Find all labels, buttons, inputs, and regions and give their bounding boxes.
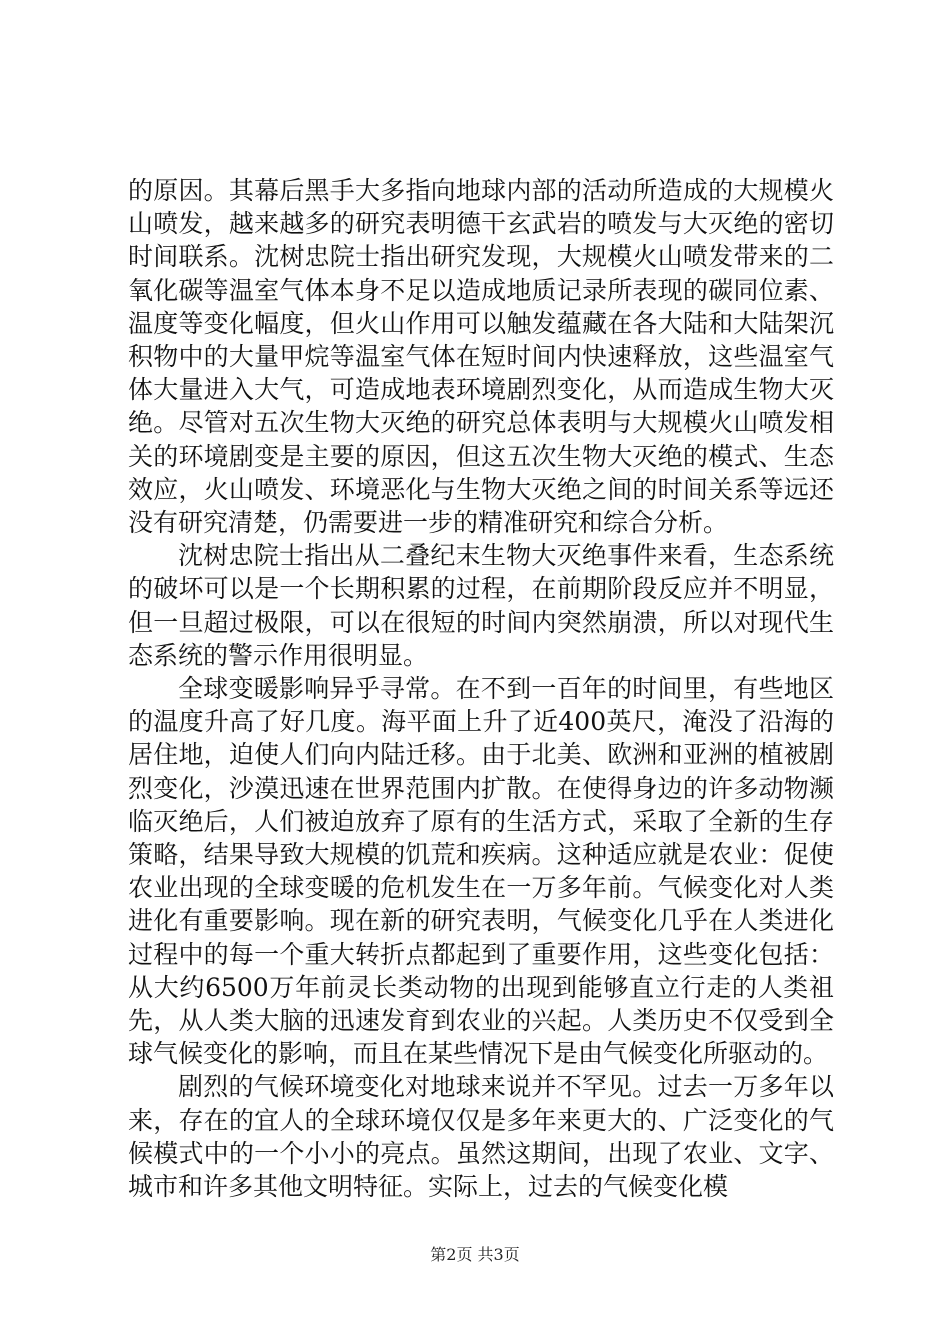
paragraph-3: 全球变暖影响异乎寻常。在不到一百年的时间里，有些地区的温度升高了好几度。海平面上升了近400英尺，淹没了沿海的居住地，迫使人们向内陆迁移。由于北美、欧洲和亚洲的植被剧烈变化，沙漠迅速在世界范围内扩散。在使得身边的许多动物濒临灭绝后，人们被迫放弃了原有的生活方式，采取了全新的生存策略，结果导致大规模的饥荒和疾病。这种适应就是农业：促使农业出现的全球变暖的危机发生在一万多年前。气候变化对人类进化有重要影响。现在新的研究表明，气候变化几乎在人类进化过程中的每一个重大转折点都起到了重要作用，这些变化包括：从大约6500万年前灵长类动物的出现到能够直立行走的人类祖先，从人类大脑的迅速发育到农业的兴起。人类历史不仅受到全球气候变化的影响，而且在某些情况下是由气候变化所驱动的。 xyxy=(128,674,834,1069)
paragraph-4: 剧烈的气候环境变化对地球来说并不罕见。过去一万多年以来，存在的宜人的全球环境仅仅是多年来更大的、广泛变化的气候模式中的一个小小的亮点。虽然这期间，出现了农业、文字、城市和许多其他文明特征。实际上，过去的气候变化模 xyxy=(128,1072,834,1202)
paragraph-1: 的原因。其幕后黑手大多指向地球内部的活动所造成的大规模火山喷发，越来越多的研究表明德干玄武岩的喷发与大灭绝的密切时间联系。沈树忠院士指出研究发现，大规模火山喷发带来的二氧化碳等温室气体本身不足以造成地质记录所表现的碳同位素、温度等变化幅度，但火山作用可以触发蕴藏在各大陆和大陆架沉积物中的大量甲烷等温室气体在短时间内快速释放，这些温室气体大量进入大气，可造成地表环境剧烈变化，从而造成生物大灭绝。尽管对五次生物大灭绝的研究总体表明与大规模火山喷发相关的环境剧变是主要的原因，但这五次生物大灭绝的模式、生态效应，火山喷发、环境恶化与生物大灭绝之间的时间关系等远还没有研究清楚，仍需要进一步的精准研究和综合分析。 xyxy=(128,176,834,538)
paragraph-2: 沈树忠院士指出从二叠纪末生物大灭绝事件来看，生态系统的破坏可以是一个长期积累的过程，在前期阶段反应并不明显，但一旦超过极限，可以在很短的时间内突然崩溃，所以对现代生态系统的警示作用很明显。 xyxy=(128,541,834,670)
page-footer: 第2页 共3页 xyxy=(430,1245,520,1264)
document-body xyxy=(128,174,834,1203)
